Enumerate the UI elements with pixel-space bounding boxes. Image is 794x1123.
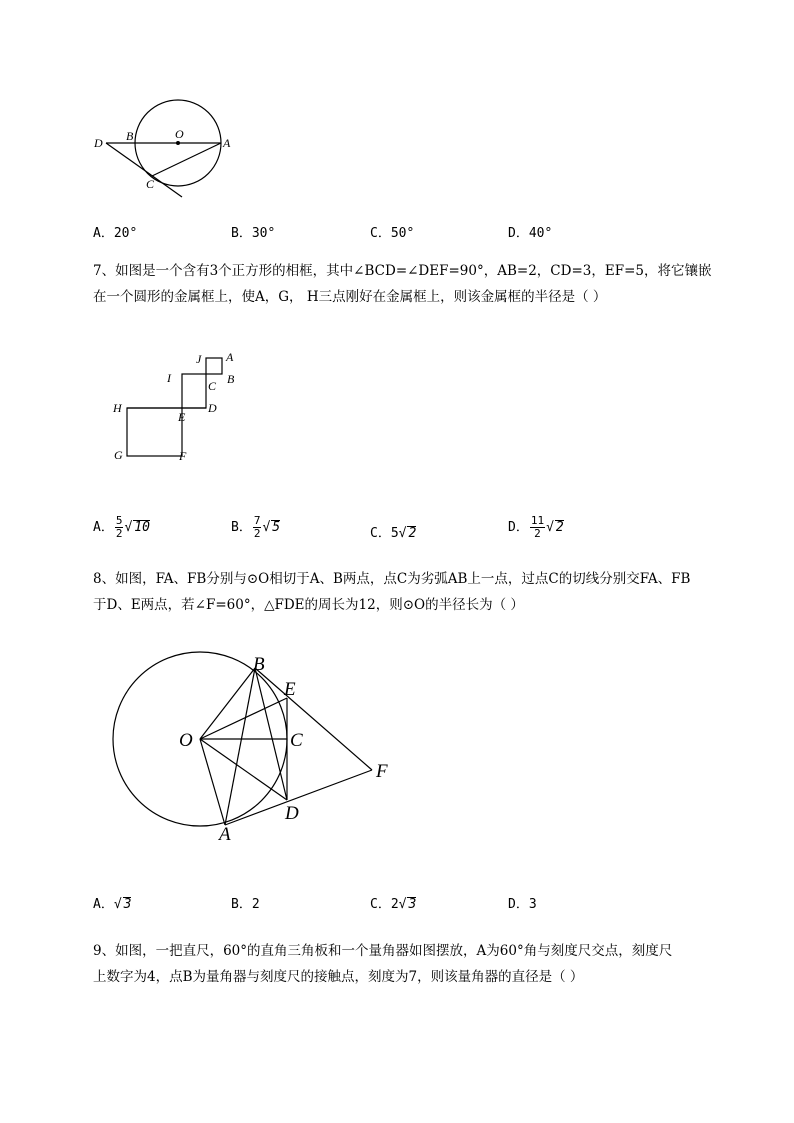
q7-option-b-den: 2 bbox=[253, 527, 261, 540]
q7-option-a-num: 5 bbox=[115, 514, 123, 527]
q8-option-b: B．2 bbox=[231, 897, 260, 912]
q6-figure bbox=[90, 92, 240, 202]
q6-center-dot bbox=[176, 141, 180, 145]
q6-label-D: D bbox=[94, 136, 103, 150]
q8-line-FB bbox=[255, 668, 372, 770]
q8-stem bbox=[93, 566, 753, 618]
q8-option-c-rad: 3 bbox=[408, 897, 417, 912]
q7-square-medium bbox=[182, 374, 206, 408]
q7-label-G: G bbox=[114, 448, 123, 462]
q8-label-B: B bbox=[253, 654, 265, 675]
q7-option-a: A． $\frac{5}{2}$ √ 10 bbox=[93, 514, 150, 540]
q6-option-d: D．40° bbox=[508, 226, 553, 241]
q8-option-a-rad: 3 bbox=[123, 897, 132, 912]
q7-option-a-den: 2 bbox=[115, 527, 123, 540]
q7-option-d-rad: 2 bbox=[555, 520, 564, 535]
q7-option-d-den: 2 bbox=[534, 527, 541, 540]
q6-option-c: C．50° bbox=[370, 226, 415, 241]
q7-label-D: D bbox=[208, 401, 217, 415]
q7-option-d: D． $\frac{11}{2}$ √ 2 bbox=[508, 514, 564, 540]
q8-label-C: C bbox=[290, 730, 303, 751]
q7-square-large bbox=[127, 408, 182, 456]
q7-option-a-rad: 10 bbox=[134, 520, 150, 535]
q7-label-C: C bbox=[208, 379, 217, 393]
q8-label-O: O bbox=[179, 730, 193, 751]
q8-line-OE bbox=[200, 698, 287, 739]
q7-label-A: A bbox=[226, 350, 234, 364]
q7-option-d-num: 11 bbox=[530, 514, 545, 527]
q6-option-b: B．30° bbox=[231, 226, 276, 241]
q8-option-c: C．2√ 3 bbox=[370, 897, 417, 912]
q7-square-small bbox=[206, 358, 222, 374]
q7-option-b-prefix: B． bbox=[231, 520, 252, 535]
q8-line-AB bbox=[225, 668, 255, 825]
q8-option-d: D．3 bbox=[508, 897, 537, 912]
q7-option-c: C．5√ 2 bbox=[370, 526, 417, 541]
q7-label-H: H bbox=[113, 401, 122, 415]
q7-label-I: I bbox=[167, 371, 171, 385]
q6-label-C: C bbox=[146, 177, 155, 191]
q8-line-OA bbox=[200, 739, 225, 825]
q7-option-b: B． $\frac{7}{2}$ √ 5 bbox=[231, 514, 281, 540]
q7-label-F: F bbox=[179, 449, 187, 463]
q6-option-a: A．20° bbox=[93, 226, 138, 241]
q8-line-1: 8、如图，FA、FB分别与⊙O相切于A、B两点，点C为劣弧AB上一点，过点C的切线分别交FA、FB bbox=[93, 571, 691, 587]
q9-line-2: 上数字为4，点B为量角器与刻度尺的接触点，刻度为7，则该量角器的直径是（ ） bbox=[93, 969, 584, 985]
q7-label-E: E bbox=[178, 410, 186, 424]
q7-stem bbox=[93, 258, 753, 310]
q8-label-A: A bbox=[219, 824, 231, 845]
q9-line-1: 9、如图，一把直尺，60°的直角三角板和一个量角器如图摆放，A为60°角与刻度尺交点，刻度尺 bbox=[93, 943, 673, 959]
q8-option-a: A．√ 3 bbox=[93, 897, 132, 912]
q8-label-F: F bbox=[376, 761, 388, 782]
q8-line-2: 于D、E两点，若∠F=60°，△FDE的周长为12，则⊙O的半径长为（ ） bbox=[93, 597, 524, 613]
q8-label-D: D bbox=[285, 803, 299, 824]
q6-label-O: O bbox=[175, 127, 184, 141]
q8-figure bbox=[105, 650, 405, 850]
q7-label-J: J bbox=[196, 352, 202, 366]
q7-option-d-prefix: D． bbox=[508, 520, 529, 535]
q7-option-c-prefix: C．5 bbox=[370, 526, 399, 541]
q6-label-B: B bbox=[126, 129, 134, 143]
q8-line-OB bbox=[200, 668, 255, 739]
q7-line-1: 7、如图是一个含有3个正方形的相框，其中∠BCD=∠DEF=90°，AB=2，CD=3，EF=5，将它镶嵌 bbox=[93, 263, 712, 279]
q7-option-c-rad: 2 bbox=[408, 526, 417, 541]
q6-line-DC bbox=[106, 143, 182, 197]
q7-line-2: 在一个圆形的金属框上，使A，G， H三点刚好在金属框上，则该金属框的半径是（ ） bbox=[93, 289, 607, 305]
q9-stem bbox=[93, 938, 753, 990]
q6-label-A: A bbox=[223, 136, 231, 150]
q7-option-a-prefix: A． bbox=[93, 520, 114, 535]
q7-label-B: B bbox=[227, 372, 235, 386]
q8-label-E: E bbox=[284, 679, 296, 700]
q8-option-c-prefix: C．2 bbox=[370, 897, 399, 912]
q7-option-b-num: 7 bbox=[253, 514, 261, 527]
q7-figure bbox=[110, 345, 245, 465]
q7-option-b-rad: 5 bbox=[272, 520, 281, 535]
q8-option-a-prefix: A． bbox=[93, 897, 114, 912]
